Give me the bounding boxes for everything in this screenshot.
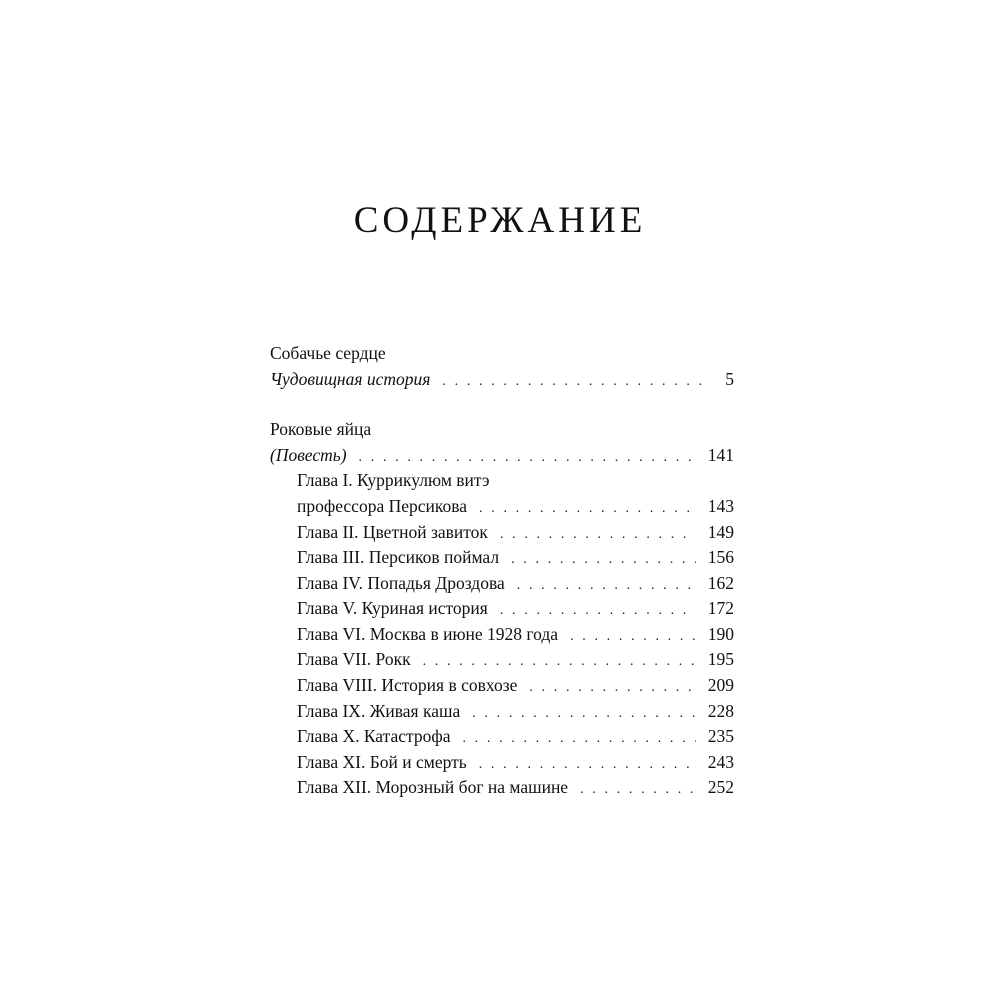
page-number: 156: [707, 547, 734, 567]
page-number: 162: [707, 573, 734, 593]
page-title: СОДЕРЖАНИЕ: [353, 200, 647, 241]
page-number: 141: [707, 445, 734, 465]
chapter-title: Глава III. Персиков поймал: [297, 547, 500, 567]
page-number: 252: [707, 777, 734, 797]
work-title-text: Роковые яйца: [270, 419, 372, 439]
page-number: 228: [707, 701, 734, 721]
chapter-entry[interactable]: [297, 570, 734, 596]
work-title: [270, 340, 734, 366]
entry-title: (Повесть): [270, 445, 347, 465]
chapter-entry[interactable]: [297, 698, 734, 724]
chapter-title: Глава V. Куриная история: [297, 598, 488, 618]
page-number: 235: [707, 726, 734, 746]
chapter-entry[interactable]: [297, 646, 734, 672]
chapter-title: Глава VI. Москва в июне 1928 года: [297, 624, 559, 644]
page-number: 143: [707, 496, 734, 516]
chapter-entry[interactable]: [297, 493, 734, 519]
entry-title: Чудовищная история: [270, 369, 431, 389]
dot-leader: [442, 369, 708, 395]
chapter-title: Глава I. Куррикулюм витэ: [297, 470, 490, 490]
chapter-entry[interactable]: [297, 595, 734, 621]
page-number: 209: [707, 675, 734, 695]
chapter-title: Глава VIII. История в совхозе: [297, 675, 518, 695]
dot-leader: [580, 777, 696, 803]
chapter-entry-line1[interactable]: [297, 467, 734, 493]
chapter-entry[interactable]: [297, 621, 734, 647]
page-number: 5: [725, 369, 734, 389]
chapter-entry[interactable]: [297, 749, 734, 775]
chapter-entry[interactable]: [297, 519, 734, 545]
page-number: 190: [707, 624, 734, 644]
chapter-title: Глава XII. Морозный бог на машине: [297, 777, 569, 797]
page-number: 243: [707, 752, 734, 772]
toc-entry[interactable]: [270, 366, 734, 392]
chapter-title: Глава IX. Живая каша: [297, 701, 461, 721]
chapter-entry[interactable]: [297, 672, 734, 698]
page-number: 195: [707, 649, 734, 669]
chapter-entry[interactable]: [297, 774, 734, 800]
chapter-entry[interactable]: [297, 544, 734, 570]
chapter-title: Глава VII. Рокк: [297, 649, 411, 669]
chapter-title: Глава IV. Попадья Дроздова: [297, 573, 505, 593]
chapter-title-cont: профессора Персикова: [297, 496, 468, 516]
toc-entry[interactable]: [270, 442, 734, 468]
chapter-title: Глава II. Цветной завиток: [297, 522, 488, 542]
chapter-title: Глава X. Катастрофа: [297, 726, 451, 746]
page-number: 172: [707, 598, 734, 618]
chapter-title: Глава XI. Бой и смерть: [297, 752, 467, 772]
page-number: 149: [707, 522, 734, 542]
chapter-entry[interactable]: [297, 723, 734, 749]
work-title-text: Собачье сердце: [270, 343, 386, 363]
work-title: [270, 416, 734, 442]
